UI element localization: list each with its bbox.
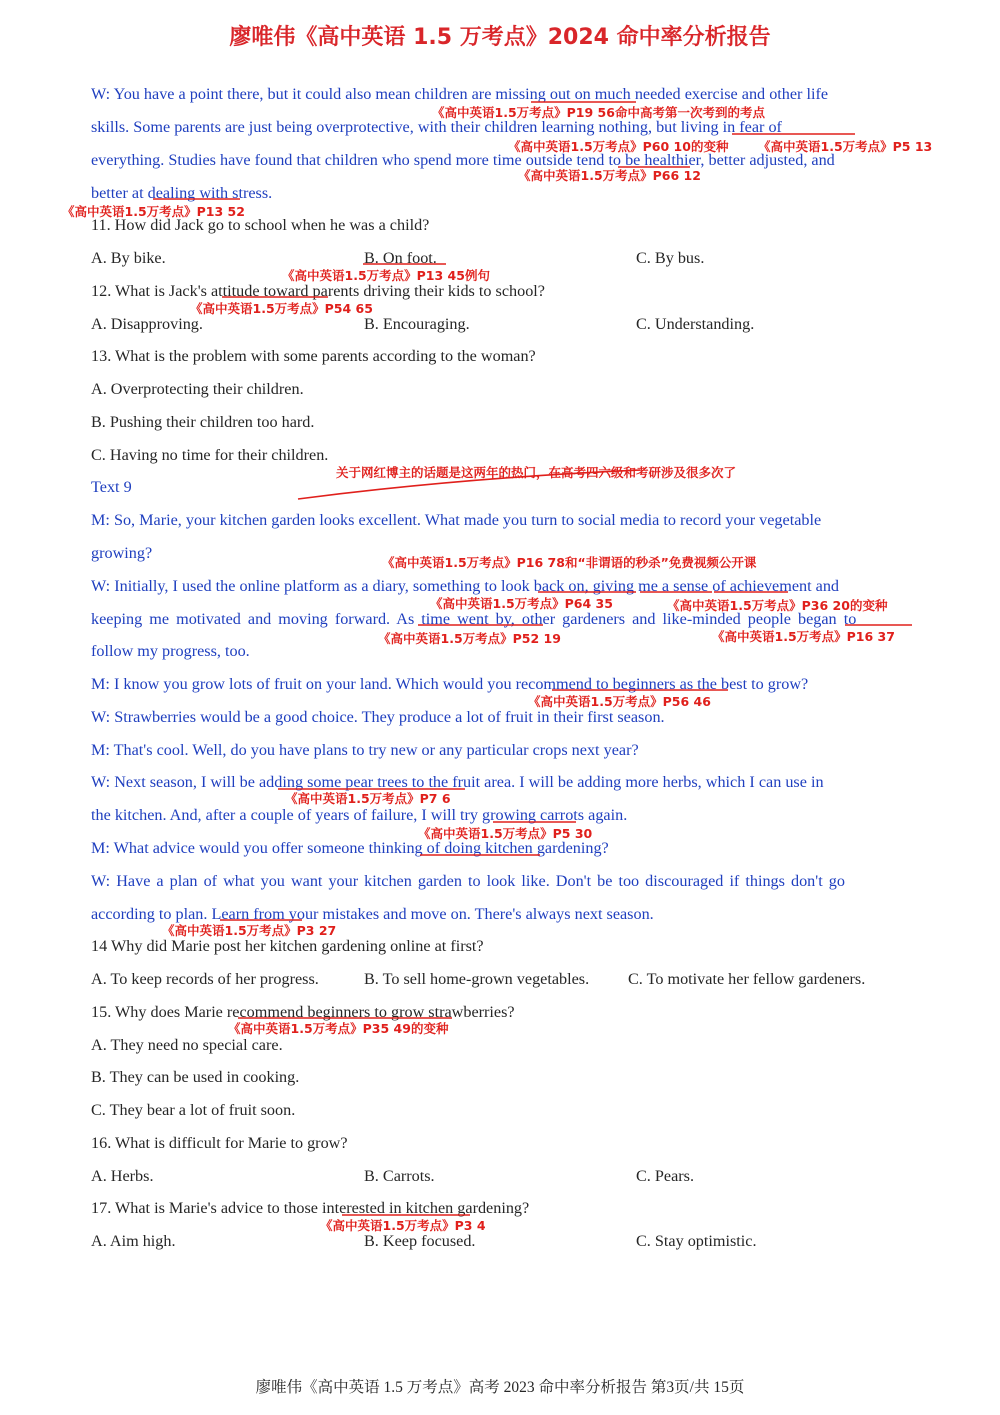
question-11: 11. How did Jack go to school when he was a child? <box>91 216 430 234</box>
page-footer: 廖唯伟《高中英语 1.5 万考点》高考 2023 命中率分析报告 第3页/共 15页 <box>255 1379 745 1396</box>
dialogue-line: according to plan. Learn from your mistakes and move on. There's always next season. <box>91 905 654 923</box>
annotation: 《高中英语1.5万考点》P5 13 <box>758 139 933 154</box>
dialogue-line: M: So, Marie, your kitchen garden looks excellent. What made you turn to social media to record your vegetable <box>91 511 822 529</box>
dialogue-line: W: Initially, I used the online platform as a diary, something to look back on, giving me a sense of achievement and <box>91 577 840 595</box>
annotation: 《高中英语1.5万考点》P16 78和“非谓语的秒杀”免费视频公开课 <box>382 555 757 570</box>
dialogue-line: M: What advice would you offer someone thinking of doing kitchen gardening? <box>91 839 609 857</box>
option-c: C. Pears. <box>636 1167 694 1185</box>
dialogue-line: everything. Studies have found that children who spend more time outside tend to be healthier, better adjusted, and <box>91 151 835 169</box>
dialogue-line: W: Next season, I will be adding some pear trees to the fruit area. I will be adding more herbs, which I can use in <box>91 773 824 791</box>
question-17: 17. What is Marie's advice to those interested in kitchen gardening? <box>91 1199 530 1217</box>
option-a: A. Overprotecting their children. <box>91 380 304 398</box>
annotation: 《高中英语1.5万考点》P35 49的变种 <box>228 1021 449 1036</box>
annotation: 《高中英语1.5万考点》P13 52 <box>62 204 245 219</box>
dialogue-line: M: I know you grow lots of fruit on your land. Which would you recommend to beginners as the best to grow? <box>91 675 809 693</box>
option-a: A. Disapproving. <box>91 315 203 333</box>
dialogue-line: W: You have a point there, but it could also mean children are missing out on much needed exercise and other life <box>91 85 829 103</box>
annotation: 《高中英语1.5万考点》P5 30 <box>418 826 593 841</box>
option-b: B. Pushing their children too hard. <box>91 413 315 431</box>
option-b: B. Encouraging. <box>364 315 470 333</box>
question-15: 15. Why does Marie recommend beginners to grow strawberries? <box>91 1003 515 1021</box>
option-b: B. Carrots. <box>364 1167 435 1185</box>
option-b: B. Keep focused. <box>364 1232 476 1250</box>
option-c: C. They bear a lot of fruit soon. <box>91 1101 296 1119</box>
dialogue-line: W: Have a plan of what you want your kitchen garden to look like. Don't be too discouraged if things don't go <box>91 872 845 890</box>
annotation: 《高中英语1.5万考点》P19 56命中高考第一次考到的考点 <box>432 105 765 120</box>
dialogue-line: follow my progress, too. <box>91 642 250 660</box>
option-b: B. To sell home-grown vegetables. <box>364 970 590 988</box>
annotation: 《高中英语1.5万考点》P7 6 <box>285 791 451 806</box>
annotation: 《高中英语1.5万考点》P3 27 <box>162 923 337 938</box>
annotation: 关于网红博主的话题是这两年的热门，在高考四六级和考研涉及很多次了 <box>336 465 737 480</box>
annotation: 《高中英语1.5万考点》P3 4 <box>320 1218 486 1233</box>
dialogue-line: growing? <box>91 544 153 562</box>
annotation: 《高中英语1.5万考点》P56 46 <box>528 694 711 709</box>
annotation: 《高中英语1.5万考点》P54 65 <box>190 301 373 316</box>
question-14: 14 Why did Marie post her kitchen gardening online at first? <box>91 937 484 955</box>
dialogue-line: W: Strawberries would be a good choice. They produce a lot of fruit in their first season. <box>91 708 665 726</box>
question-12: 12. What is Jack's attitude toward parents driving their kids to school? <box>91 282 545 300</box>
question-16: 16. What is difficult for Marie to grow? <box>91 1134 348 1152</box>
annotation: 《高中英语1.5万考点》P52 19 <box>378 631 561 646</box>
option-a: A. Herbs. <box>91 1167 154 1185</box>
dialogue-line: M: That's cool. Well, do you have plans to try new or any particular crops next year? <box>91 741 639 759</box>
option-a: A. They need no special care. <box>91 1036 283 1054</box>
annotation: 《高中英语1.5万考点》P64 35 <box>430 596 613 611</box>
annotation: 《高中英语1.5万考点》P66 12 <box>518 168 701 183</box>
annotation: 《高中英语1.5万考点》P36 20的变种 <box>667 598 888 613</box>
option-a: A. By bike. <box>91 249 166 267</box>
option-c: C. By bus. <box>636 249 705 267</box>
annotation: 《高中英语1.5万考点》P16 37 <box>712 629 895 644</box>
section-heading: Text 9 <box>91 478 132 496</box>
dialogue-line: better at dealing with stress. <box>91 184 273 202</box>
option-c: C. Stay optimistic. <box>636 1232 757 1250</box>
dialogue-line: the kitchen. And, after a couple of years of failure, I will try growing carrots again. <box>91 806 628 824</box>
option-b: B. On foot. <box>364 249 437 267</box>
annotation: 《高中英语1.5万考点》P13 45例句 <box>282 268 490 283</box>
option-c: C. Understanding. <box>636 315 755 333</box>
option-a: A. Aim high. <box>91 1232 176 1250</box>
option-c: C. Having no time for their children. <box>91 446 329 464</box>
annotation: 《高中英语1.5万考点》P60 10的变种 <box>508 139 729 154</box>
dialogue-line: skills. Some parents are just being overprotective, with their children learning nothing, but living in fear of <box>91 118 782 136</box>
option-c: C. To motivate her fellow gardeners. <box>628 970 866 988</box>
dialogue-line: keeping me motivated and moving forward. As time went by, other gardeners and like-minded people began to <box>91 610 857 628</box>
question-13: 13. What is the problem with some parents according to the woman? <box>91 347 536 365</box>
option-b: B. They can be used in cooking. <box>91 1068 300 1086</box>
option-a: A. To keep records of her progress. <box>91 970 319 988</box>
page-title: 廖唯伟《高中英语 1.5 万考点》2024 命中率分析报告 <box>229 25 771 50</box>
